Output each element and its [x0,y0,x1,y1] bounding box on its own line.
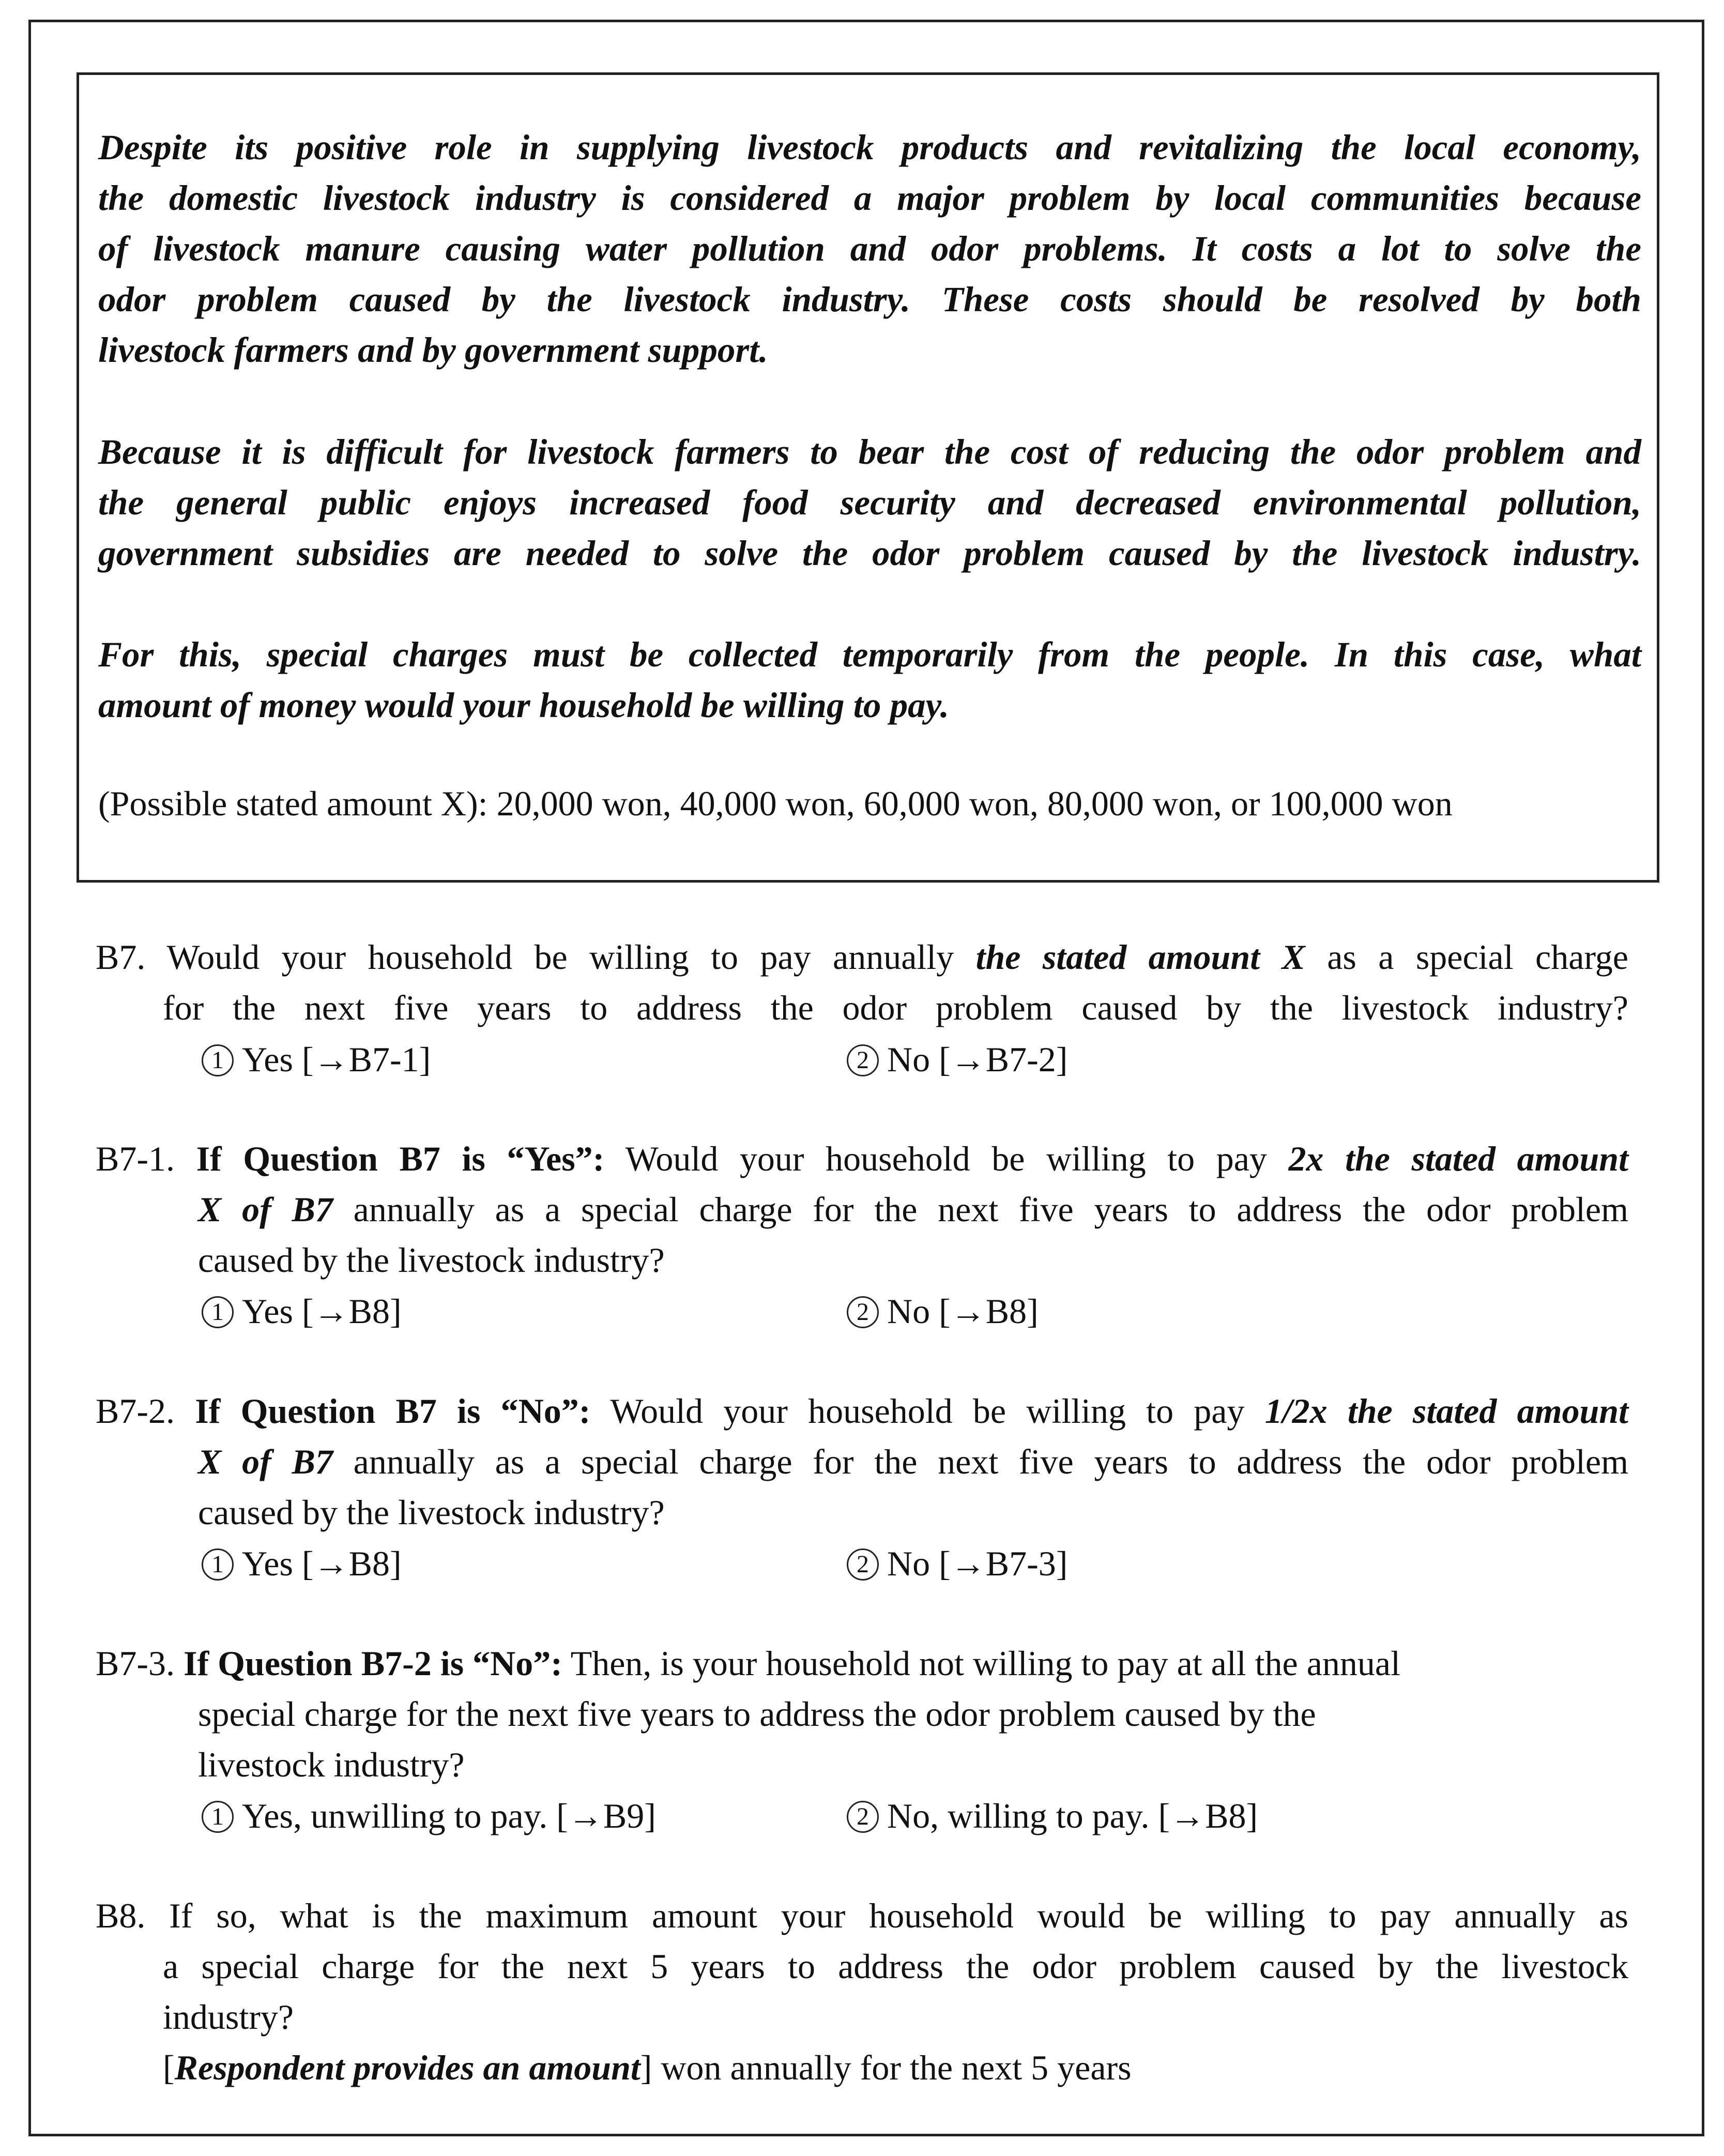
circled-number-icon: 1 [202,1548,234,1581]
b7-1-text: Would your household be willing to pay [604,1139,1289,1178]
b7-option-yes[interactable] [202,1034,431,1085]
intro-p3-line: For this, special charges must be collected temporarily from the people. In this case, what [98,635,1641,674]
question-b7 [96,932,1628,1033]
b7-3-text: Then, is your household not willing to pay at all the annual [562,1644,1400,1683]
b7-text: Would your household be willing to pay annually [166,937,976,977]
b7-3-line-3: livestock industry? [198,1745,465,1784]
option-label: No [→B8] [887,1292,1039,1331]
b7-text: as a special charge [1305,937,1628,977]
b7-1-line-2 [198,1184,1628,1235]
b7-2-option-no[interactable] [847,1538,1067,1589]
b7-2-line-1 [96,1386,1628,1436]
b7-3-option-yes[interactable] [202,1790,656,1841]
b8-number: B8. [96,1896,146,1935]
b7-1-line-1 [96,1133,1628,1184]
circled-number-icon: 1 [202,1801,234,1833]
b7-2-text: Would your household be willing to pay [590,1391,1265,1431]
b8-line-3: industry? [163,1997,294,2037]
b7-number: B7. [96,937,146,977]
possible-amounts: (Possible stated amount X): 20,000 won, 40,000 won, 60,000 won, 80,000 won, or 100,000 won [98,784,1453,823]
b7-option-no[interactable] [847,1034,1067,1085]
circled-number-icon: 1 [202,1044,234,1076]
intro-p3-line: amount of money would your household be willing to pay. [98,686,949,725]
intro-paragraph-2 [98,427,1641,579]
b8-answer-line[interactable] [163,2042,1628,2093]
intro-p1-line: livestock farmers and by government support. [98,330,768,370]
b7-1-option-no[interactable] [847,1286,1039,1337]
b8-text: If so, what is the maximum amount your household would be willing to pay annually as [169,1896,1628,1935]
intro-p2-line: the general public enjoys increased food security and decreased environmental pollution, [98,483,1641,522]
option-label: Yes [→B8] [242,1544,402,1583]
option-label: Yes [→B7-1] [242,1040,431,1079]
b7-1-emphasis: 2x the stated amount [1288,1139,1629,1178]
b7-2-option-yes[interactable] [202,1538,402,1589]
intro-p2-line: government subsidies are needed to solve the odor problem caused by the livestock industry. [98,534,1641,573]
b7-3-line-1 [96,1638,1400,1689]
b7-1-number: B7-1. [96,1139,175,1178]
b7-1-emphasis: X of B7 [198,1190,333,1229]
intro-p1-line: of livestock manure causing water pollution and odor problems. It costs a lot to solve the [98,229,1641,268]
b8-answer-text: ] won annually for the next 5 years [640,2048,1132,2087]
b7-2-emphasis: X of B7 [198,1442,333,1481]
question-b7-1 [96,1133,1628,1285]
question-b7-2 [96,1386,1628,1538]
b7-2-emphasis: 1/2x the stated amount [1264,1391,1629,1431]
b7-line-1 [96,932,1628,982]
b7-3-condition: If Question B7-2 is “No”: [184,1644,562,1683]
intro-paragraph-3 [98,629,1641,731]
b7-emphasis: the stated amount X [975,937,1305,977]
circled-number-icon: 2 [847,1296,879,1328]
question-b7-3 [96,1638,1400,1790]
b7-2-line-2 [198,1436,1628,1487]
circled-number-icon: 1 [202,1296,234,1328]
option-label: Yes, unwilling to pay. [→B9] [242,1796,656,1835]
circled-number-icon: 2 [847,1801,879,1833]
bracket: [ [163,2048,175,2087]
b7-2-line-3: caused by the livestock industry? [198,1493,665,1532]
b7-1-option-yes[interactable] [202,1286,402,1337]
b7-2-text: annually as a special charge for the next five years to address the odor problem [332,1442,1628,1481]
b8-line-1 [96,1890,1628,1941]
option-label: Yes [→B8] [242,1292,402,1331]
option-label: No, willing to pay. [→B8] [887,1796,1258,1835]
respondent-amount-placeholder: Respondent provides an amount [174,2048,640,2087]
b7-line-2: for the next five years to address the odor problem caused by the livestock industry? [163,988,1628,1027]
circled-number-icon: 2 [847,1044,879,1076]
circled-number-icon: 2 [847,1548,879,1581]
b7-3-line-2: special charge for the next five years to address the odor problem caused by the [198,1694,1316,1734]
b7-3-number: B7-3. [96,1644,175,1683]
b7-1-condition: If Question B7 is “Yes”: [196,1139,605,1178]
question-b8 [96,1890,1628,2093]
option-label: No [→B7-3] [887,1544,1068,1583]
option-label: No [→B7-2] [887,1040,1068,1079]
intro-p2-line: Because it is difficult for livestock farmers to bear the cost of reducing the odor problem and [98,432,1641,472]
b7-2-condition: If Question B7 is “No”: [195,1391,591,1431]
b7-1-line-3: caused by the livestock industry? [198,1240,665,1280]
b7-3-option-no[interactable] [847,1790,1258,1841]
b7-1-text: annually as a special charge for the next five years to address the odor problem [332,1190,1628,1229]
intro-paragraph-1 [98,122,1641,375]
intro-p1-line: the domestic livestock industry is considered a major problem by local communities because [98,178,1641,218]
intro-p1-line: odor problem caused by the livestock industry. These costs should be resolved by both [98,280,1641,319]
intro-p1-line: Despite its positive role in supplying livestock products and revitalizing the local economy, [98,128,1641,167]
b7-2-number: B7-2. [96,1391,175,1431]
b8-line-2: a special charge for the next 5 years to address the odor problem caused by the livestock [163,1947,1628,1986]
